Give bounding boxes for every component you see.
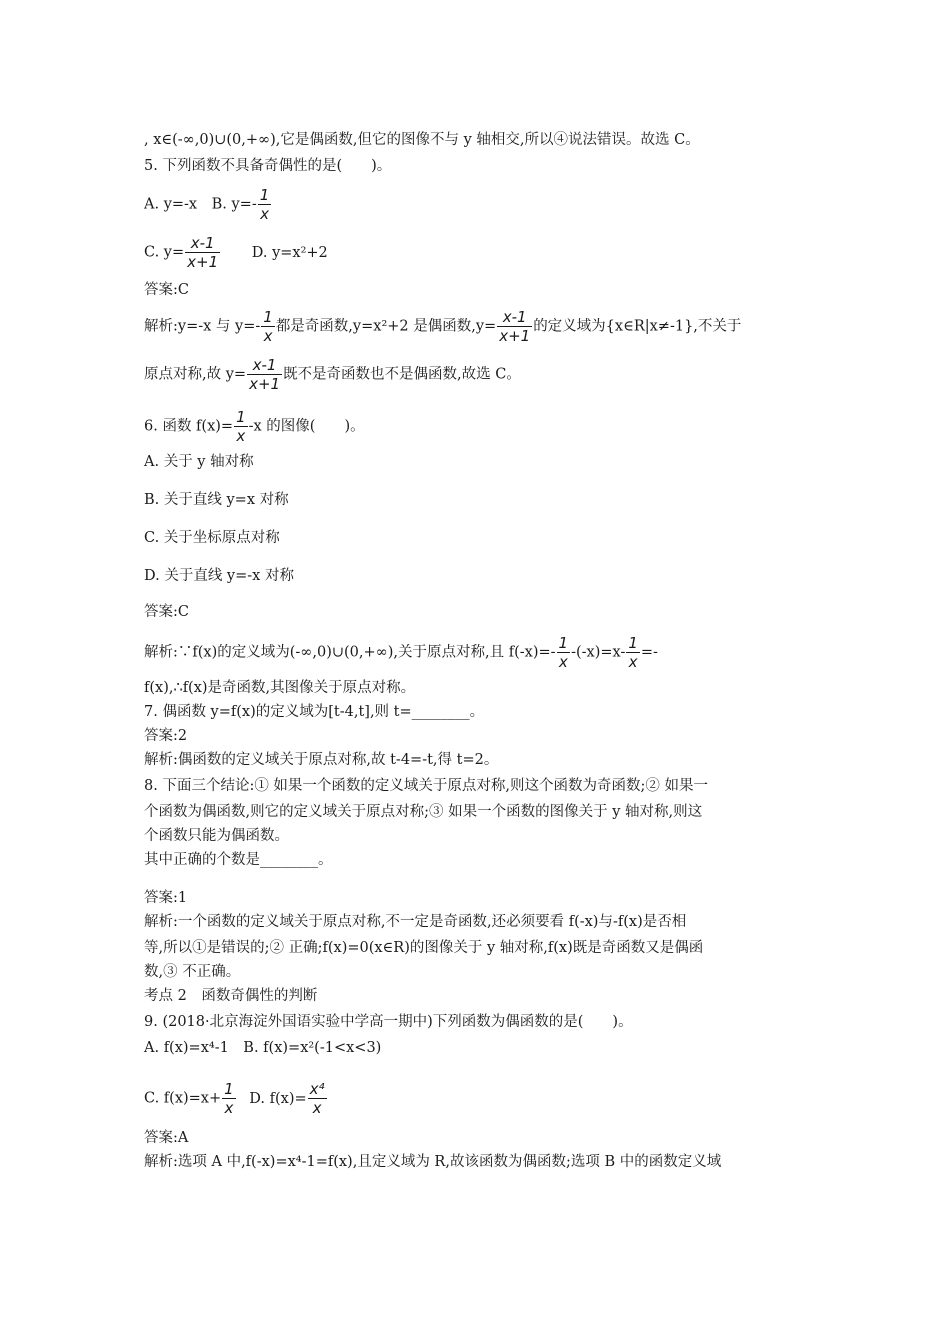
option-a-b: A. f(x)=x⁴-1 B. f(x)=x²(-1<x<3) — [144, 1040, 382, 1056]
fraction: $\frac{1}{x}$ — [224, 1080, 234, 1117]
question-8-cont: 个函数只能为偶函数。 — [144, 828, 289, 844]
option-text: C. y= — [144, 244, 185, 261]
analysis: 解析:偶函数的定义域关于原点对称,故 t-4=-t,得 t=2。 — [144, 752, 499, 768]
fraction: $\frac{x-1}{x+1}$ — [187, 234, 219, 271]
analysis-text: 原点对称,故 y= — [144, 366, 247, 383]
fraction: $\frac{1}{x}$ — [558, 634, 569, 671]
fraction: $\frac{1}{x}$ — [263, 308, 273, 345]
question-8-cont: 个函数为偶函数,则它的定义域关于原点对称;③ 如果一个函数的图像关于 y 轴对称,则这 — [144, 804, 703, 820]
option-c-d — [144, 234, 810, 271]
analysis-text: =- — [640, 644, 658, 661]
analysis-cont — [144, 356, 810, 393]
option-text: D. f(x)= — [249, 1090, 307, 1107]
analysis-text: 既不是奇函数也不是偶函数,故选 C。 — [283, 366, 521, 383]
analysis — [144, 634, 810, 671]
analysis-text: -(-x)=x- — [571, 644, 626, 661]
fraction: $\frac{1}{x}$ — [628, 634, 638, 671]
question-7: 7. 偶函数 y=f(x)的定义域为[t-4,t],则 t=________。 — [144, 704, 485, 720]
question-8: 8. 下面三个结论:① 如果一个函数的定义域关于原点对称,则这个函数为奇函数;② 如果一 — [144, 778, 709, 794]
text-line: , x∈(-∞,0)∪(0,+∞),它是偶函数,但它的图像不与 y 轴相交,所以④说法错误。故选 C。 — [144, 132, 700, 148]
fraction: $\frac{x-1}{x+1}$ — [499, 308, 531, 345]
fraction: $\frac{x-1}{x+1}$ — [249, 356, 281, 393]
analysis-cont: 等,所以①是错误的;② 正确;f(x)=0(x∈R)的图像关于 y 轴对称,f(x)既是奇函数又是偶函 — [144, 940, 704, 956]
answer: 答案:C — [144, 604, 189, 620]
analysis-text: 解析:∵f(x)的定义域为(-∞,0)∪(0,+∞),关于原点对称,且 f(-x)=- — [144, 644, 556, 661]
analysis — [144, 308, 810, 345]
option-c-d — [144, 1080, 810, 1117]
option-b: B. 关于直线 y=x 对称 — [144, 492, 289, 508]
analysis-text: 的定义域为{x∈R|x≠-1},不关于 — [533, 318, 742, 335]
analysis-text: 都是奇函数,y=x²+2 是偶函数,y= — [275, 318, 497, 335]
answer: 答案:A — [144, 1130, 189, 1146]
option-text: D. y=x²+2 — [251, 244, 328, 261]
answer: 答案:2 — [144, 728, 188, 744]
option-d: D. 关于直线 y=-x 对称 — [144, 568, 294, 584]
analysis-cont: 数,③ 不正确。 — [144, 964, 241, 980]
answer: 答案:C — [144, 282, 189, 298]
question-9: 9. (2018·北京海淀外国语实验中学高一期中)下列函数为偶函数的是( )。 — [144, 1014, 633, 1030]
analysis: 解析:选项 A 中,f(-x)=x⁴-1=f(x),且定义域为 R,故该函数为偶函数;选项 B 中的函数定义域 — [144, 1154, 722, 1170]
option-text: C. f(x)=x+ — [144, 1090, 222, 1107]
question-text: -x 的图像( )。 — [248, 418, 365, 435]
option-a-b — [144, 186, 810, 223]
option-c: C. 关于坐标原点对称 — [144, 530, 280, 546]
question-8-cont: 其中正确的个数是________。 — [144, 852, 333, 868]
question-5: 5. 下列函数不具备奇偶性的是( )。 — [144, 158, 392, 174]
analysis-text: 解析:y=-x 与 y=- — [144, 318, 261, 335]
option-a: A. 关于 y 轴对称 — [144, 454, 254, 470]
option-text: A. y=-x B. y=- — [144, 196, 257, 213]
fraction: $\frac{\text{x⁴}}{x}$ — [309, 1080, 325, 1117]
section-heading: 考点 2 函数奇偶性的判断 — [144, 988, 318, 1004]
analysis: 解析:一个函数的定义域关于原点对称,不一定是奇函数,还必须要看 f(-x)与-f(x)是否相 — [144, 914, 687, 930]
question-6 — [144, 408, 810, 445]
fraction: $\frac{1}{x}$ — [259, 186, 270, 223]
analysis-cont: f(x),∴f(x)是奇函数,其图像关于原点对称。 — [144, 680, 416, 696]
fraction: $\frac{1}{x}$ — [236, 408, 246, 445]
question-text: 6. 函数 f(x)= — [144, 418, 234, 435]
answer: 答案:1 — [144, 890, 188, 906]
